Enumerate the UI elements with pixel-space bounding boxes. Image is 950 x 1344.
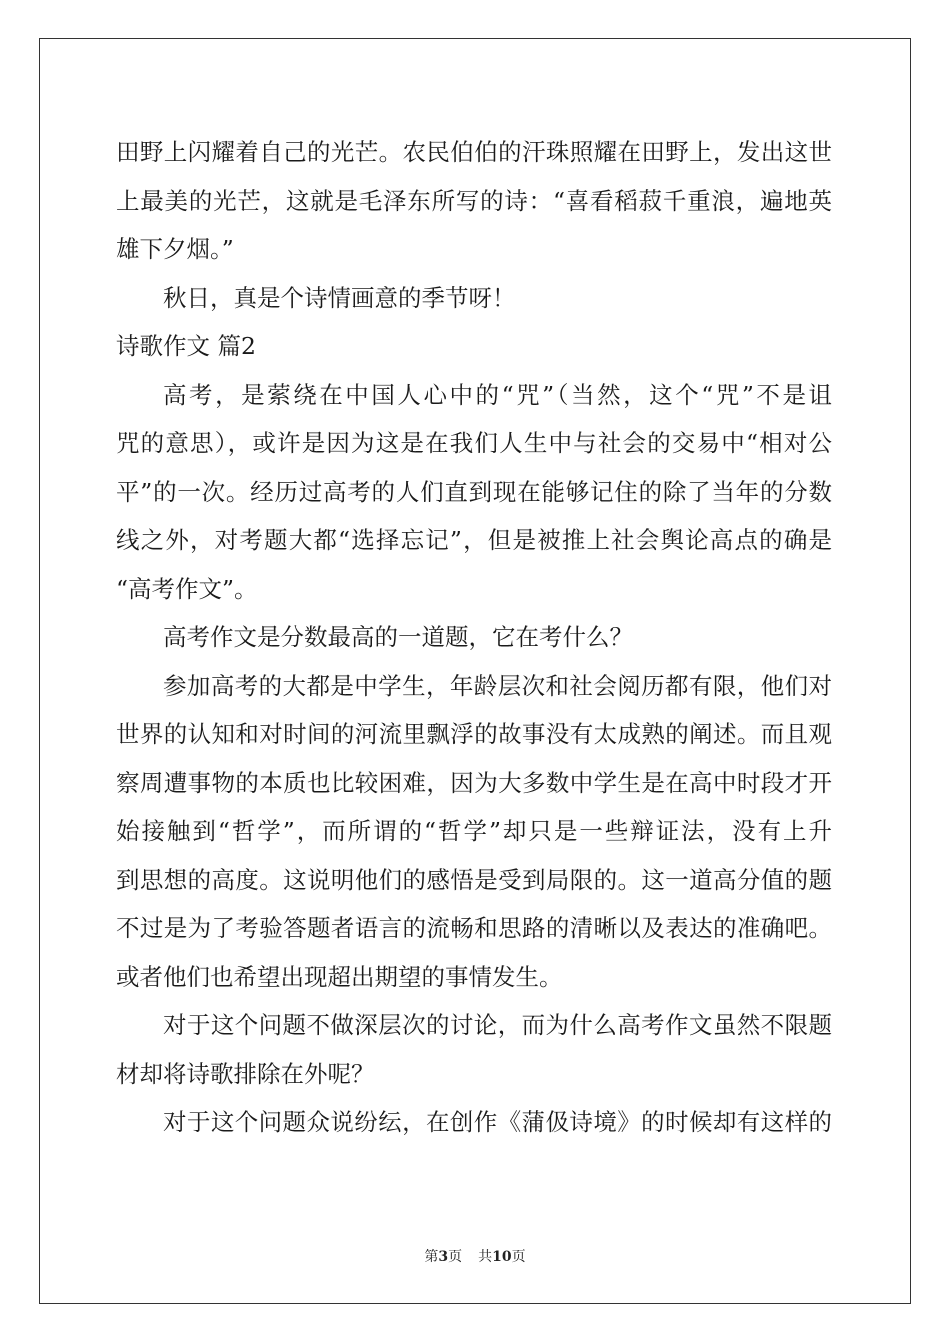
text-line: 世界的认知和对时间的河流里飘浮的故事没有太成熟的阐述。而且观 (116, 720, 832, 748)
page-prefix: 第 (424, 1249, 439, 1265)
text-line: 察周遭事物的本质也比较困难，因为大多数中学生是在高中时段才开 (116, 768, 832, 797)
paragraph-line: 高考，是萦绕在中国人心中的“咒”（当然，这个“咒”不是诅 (163, 380, 832, 409)
text-line: 平”的一次。经历过高考的人们直到现在能够记住的除了当年的分数 (116, 477, 832, 506)
text-line: 到思想的高度。这说明他们的感悟是受到局限的。这一道高分值的题 (116, 865, 832, 894)
text-line: 上最美的光芒，这就是毛泽东所写的诗：“喜看稻菽千重浪，遍地英 (116, 186, 832, 215)
page-footer (0, 1246, 950, 1266)
text-line: 或者他们也希望出现超出期望的事情发生。 (116, 962, 563, 991)
total-prefix: 共 (478, 1249, 493, 1265)
text-line: 线之外，对考题大都“选择忘记”，但是被推上社会舆论高点的确是 (116, 526, 832, 554)
page-suffix: 页 (448, 1249, 463, 1265)
paragraph-line: 秋日，真是个诗情画意的季节呀！ (163, 283, 516, 312)
text-line: 雄下夕烟。” (116, 235, 234, 263)
paragraph-line: 参加高考的大都是中学生，年龄层次和社会阅历都有限，他们对 (163, 671, 832, 700)
text-line: 田野上闪耀着自己的光芒。农民伯伯的汗珠照耀在田野上，发出这世 (116, 138, 832, 166)
paragraph-line: 对于这个问题众说纷纭，在创作《蒲伋诗境》的时候却有这样的 (163, 1108, 832, 1136)
section-heading: 诗歌作文 篇2 (116, 332, 256, 360)
text-line: 材却将诗歌排除在外呢？ (116, 1059, 375, 1088)
total-pages: 10 (492, 1249, 512, 1265)
text-line: 咒的意思），或许是因为这是在我们人生中与社会的交易中“相对公 (116, 429, 832, 457)
paragraph-line: 高考作文是分数最高的一道题，它在考什么？ (163, 623, 633, 651)
text-line: 不过是为了考验答题者语言的流畅和思路的清晰以及表达的准确吧。 (116, 914, 832, 942)
total-suffix: 页 (511, 1249, 526, 1265)
text-line: 始接触到“哲学”，而所谓的“哲学”却只是一些辩证法，没有上升 (116, 817, 832, 845)
text-line: “高考作文”。 (116, 574, 258, 603)
document-body (116, 128, 832, 1147)
page-number: 3 (438, 1249, 449, 1265)
paragraph-line: 对于这个问题不做深层次的讨论，而为什么高考作文虽然不限题 (163, 1011, 832, 1039)
